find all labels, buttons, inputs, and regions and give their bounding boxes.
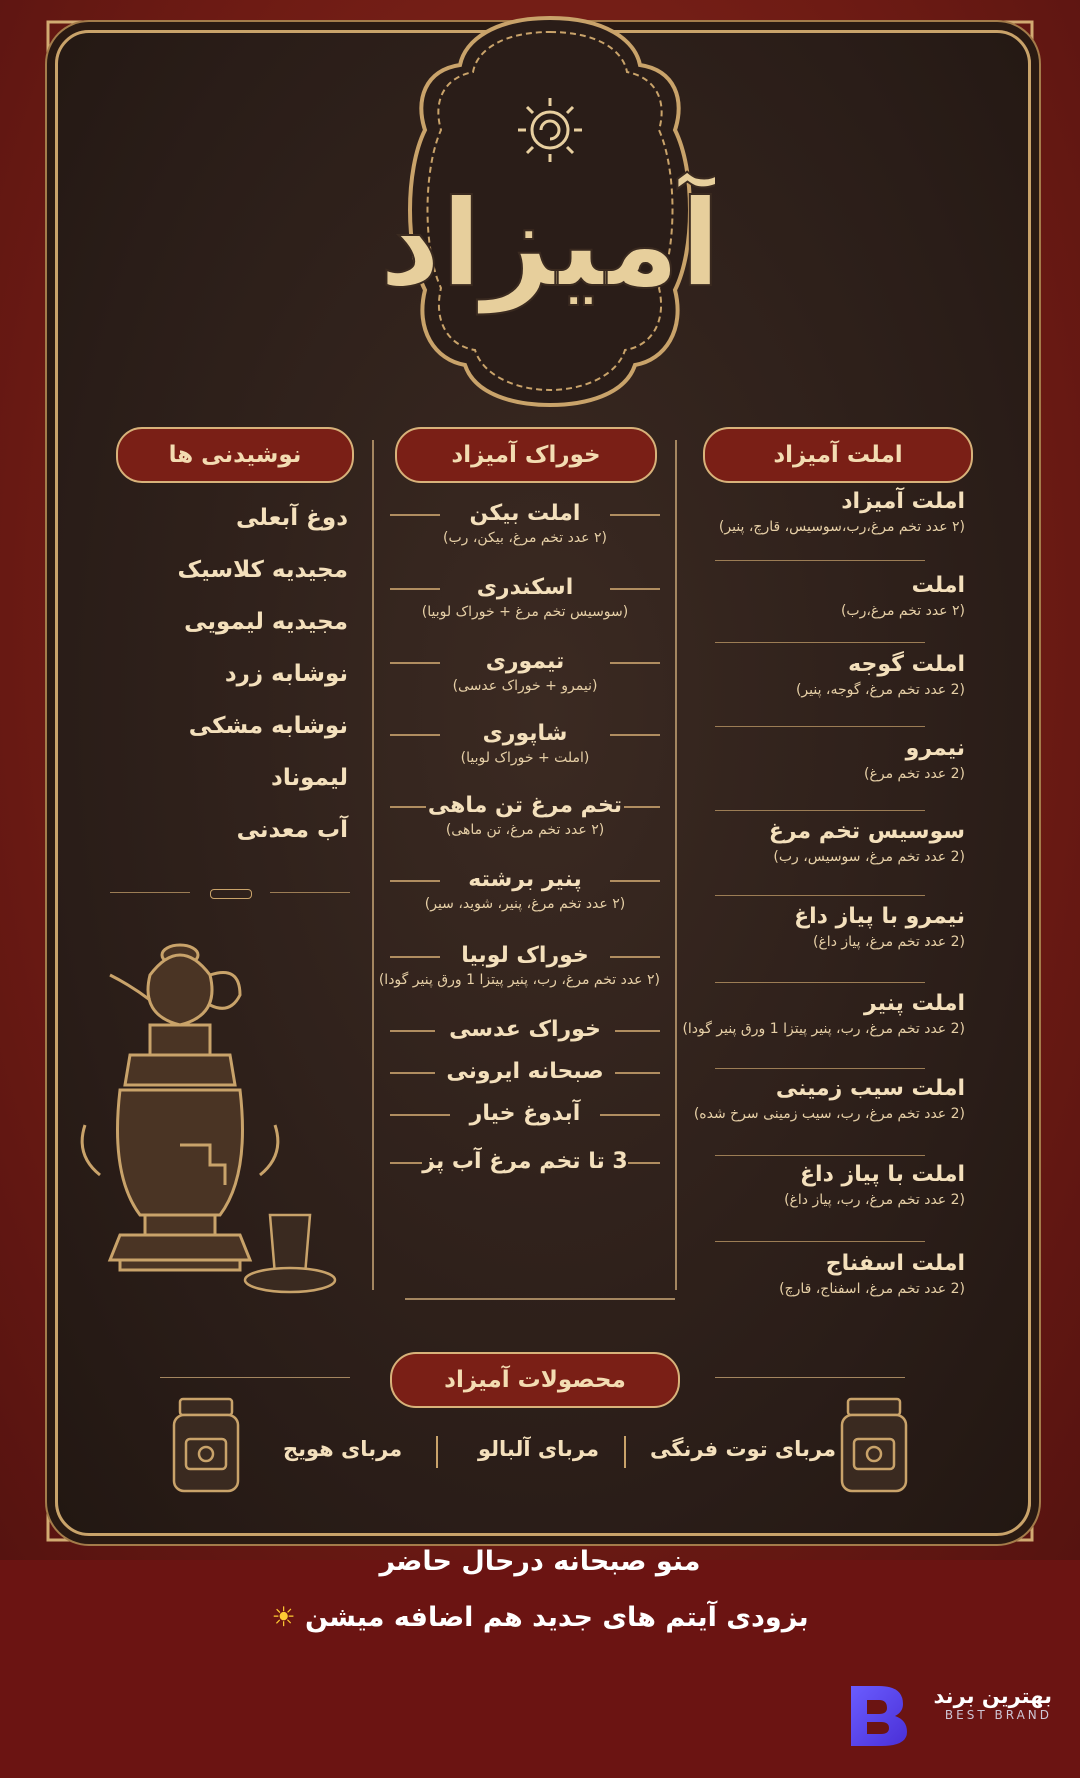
list-item: آب معدنی	[236, 817, 348, 843]
products-header-line-left	[160, 1377, 350, 1378]
divider	[715, 1068, 925, 1069]
list-item	[675, 1250, 965, 1300]
item-desc: (2 عدد تخم مرغ، رب، پنیر پیتزا 1 ورق پنیر گودا)	[682, 1021, 965, 1037]
item-desc: (۲ عدد تخم مرغ، پنیر، شوید، سیر)	[424, 896, 626, 912]
list-item	[390, 1148, 660, 1176]
item-desc: (۲ عدد تخم مرغ، بیکن، رب)	[443, 530, 607, 546]
item-desc: (سوسیس تخم مرغ + خوراک لوبیا)	[421, 604, 629, 620]
brand-logo-text: آمیزاد	[385, 175, 715, 314]
list-item: نوشابه مشکی	[188, 713, 348, 739]
item-desc: (2 عدد تخم مرغ، گوجه، پنیر)	[795, 682, 965, 698]
list-item	[390, 792, 660, 840]
divider	[715, 982, 925, 983]
item-desc: (املت + خوراک لوبیا)	[460, 750, 590, 766]
list-item	[390, 648, 660, 696]
list-item: نوشابه زرد	[224, 661, 348, 687]
item-name: املت سیب زمینی	[775, 1076, 965, 1101]
item-name: املت اسفناج	[825, 1251, 965, 1276]
item-desc: (نیمرو + خوراک عدسی)	[452, 678, 598, 694]
item-desc: (2 عدد تخم مرغ، سوسیس، رب)	[773, 849, 965, 865]
footer-line-2	[0, 1602, 1080, 1633]
item-desc: (2 عدد تخم مرغ)	[864, 766, 965, 782]
jam-jar-icon-left	[170, 1395, 242, 1495]
item-name: املت آمیزاد	[841, 489, 965, 514]
list-item	[675, 903, 965, 953]
item-name: آبدوغ خیار	[469, 1101, 581, 1126]
item-name: صبحانه ایرونی	[446, 1059, 604, 1084]
list-item	[390, 500, 660, 548]
products-header-label: محصولات آمیزاد	[444, 1367, 626, 1393]
item-name: تیموری	[485, 649, 565, 674]
item-desc: (۲ عدد تخم مرغ، رب، پنیر پیتزا 1 ورق پنیر گودا)	[378, 972, 660, 988]
list-item	[675, 651, 965, 701]
best-brand-logo-icon	[845, 1680, 911, 1750]
drinks-section-header	[116, 427, 354, 483]
item-name: تخم مرغ تن ماهی	[427, 793, 623, 818]
list-item	[390, 1016, 660, 1044]
list-item	[675, 1075, 965, 1125]
list-item	[675, 1161, 965, 1211]
list-item	[390, 720, 660, 768]
list-item: لیموناد	[271, 765, 348, 791]
list-item	[378, 942, 660, 990]
list-item: مجیدیه لیمویی	[184, 609, 348, 635]
omelet-list	[680, 488, 965, 1318]
footer-line-2-text: بزودی آیتم های جدید هم اضافه میشن	[304, 1602, 809, 1633]
watermark-name: بهترین برند	[933, 1684, 1052, 1708]
item-name: املت بیکن	[469, 501, 581, 526]
omelet-section-header	[703, 427, 973, 483]
item-name: اسکندری	[476, 575, 574, 600]
list-item	[390, 1058, 660, 1086]
list-item	[675, 818, 965, 868]
list-item	[390, 574, 660, 622]
item-name: املت	[911, 573, 965, 598]
item-desc: (2 عدد تخم مرغ، پیاز داغ)	[812, 934, 965, 950]
item-desc: (۲ عدد تخم مرغ، تن ماهی)	[445, 822, 605, 838]
sun-icon: ☀	[271, 1602, 296, 1633]
column-divider-left	[372, 440, 374, 1290]
product-item: مربای هویج	[283, 1437, 403, 1461]
drinks-list	[100, 505, 348, 845]
divider	[715, 1155, 925, 1156]
omelet-header-label: املت آمیزاد	[773, 442, 903, 468]
item-name: املت با پیاز داغ	[800, 1162, 965, 1187]
product-separator	[624, 1436, 626, 1468]
jam-jar-icon-right	[838, 1395, 910, 1495]
list-item	[675, 488, 965, 538]
divider	[715, 810, 925, 811]
item-name: املت پنیر	[864, 991, 965, 1016]
khorak-list	[378, 500, 660, 1200]
item-name: نیمرو	[905, 736, 965, 761]
divider	[715, 642, 925, 643]
watermark	[934, 1684, 1052, 1722]
item-desc: (۲ عدد تخم مرغ،رب)	[840, 603, 965, 619]
item-name: خوراک عدسی	[449, 1017, 601, 1042]
list-item: دوغ آبعلی	[236, 505, 348, 531]
item-desc: (2 عدد تخم مرغ، اسفناج، قارچ)	[779, 1281, 965, 1297]
khorak-section-header	[395, 427, 657, 483]
product-item: مربای آلبالو	[478, 1437, 599, 1461]
item-name: 3 تا تخم مرغ آب پز	[422, 1149, 628, 1174]
footer-line-1: منو صبحانه درحال حاضر	[379, 1546, 701, 1577]
drinks-header-label: نوشیدنی ها	[168, 442, 302, 468]
brand-logo	[385, 10, 715, 410]
samovar-illustration	[70, 915, 370, 1335]
item-desc: (2 عدد تخم مرغ، رب، پیاز داغ)	[784, 1192, 965, 1208]
list-item: مجیدیه کلاسیک	[177, 557, 348, 583]
list-item	[390, 1100, 660, 1128]
item-name: پنیر برشته	[468, 867, 582, 892]
products-top-divider	[405, 1298, 675, 1300]
divider	[715, 726, 925, 727]
item-name: نیمرو با پیاز داغ	[794, 904, 965, 929]
item-name: خوراک لوبیا	[461, 943, 589, 968]
divider	[715, 560, 925, 561]
product-item: مربای توت فرنگی	[650, 1437, 837, 1461]
list-item	[675, 990, 965, 1040]
list-item	[675, 572, 965, 622]
khorak-header-label: خوراک آمیزاد	[451, 442, 601, 468]
item-desc: (2 عدد تخم مرغ، رب، سیب زمینی سرخ شده)	[693, 1106, 965, 1122]
item-name: املت گوجه	[848, 652, 965, 677]
divider	[715, 1241, 925, 1242]
drinks-divider-ornament	[110, 889, 350, 897]
item-desc: (۲ عدد تخم مرغ،رب،سوسیس، قارچ، پنیر)	[718, 519, 965, 535]
watermark-english: BEST BRAND	[944, 1708, 1052, 1722]
products-header-line-right	[715, 1377, 905, 1378]
products-section-header	[390, 1352, 680, 1408]
product-separator	[436, 1436, 438, 1468]
item-name: شاپوری	[482, 721, 568, 746]
list-item	[675, 735, 965, 785]
item-name: سوسیس تخم مرغ	[768, 819, 965, 844]
divider	[715, 895, 925, 896]
list-item	[390, 866, 660, 914]
